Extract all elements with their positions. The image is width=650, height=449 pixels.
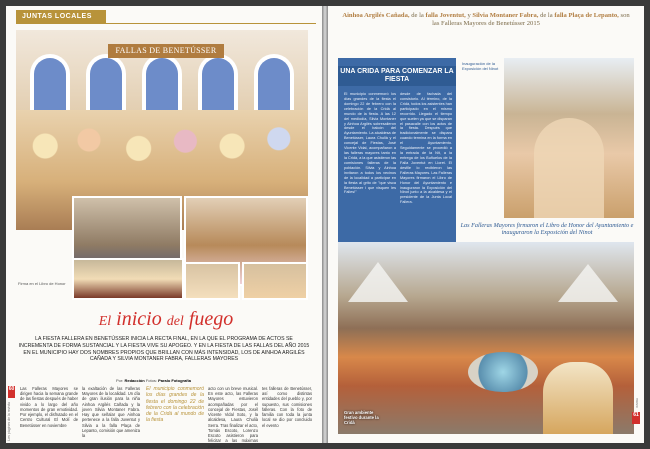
- headline-y: y: [467, 12, 471, 19]
- body-column-4: acto con un breve musical. En este acto, las Falleras Mayores estuvieron acompañadas por el concejal de Fiestas, Josél Vicente Vidal Soto, y la alcaldesa, Laura Chulià Serra. Tras finalizar el acto, Tomás Escoto, Lorenzo Escoto asistieron para felicitar a las máximas representan-: [208, 386, 258, 449]
- body-column-1: Las Falleras Mayores se dirigen hacia la semana grande de las fiestas después de haber vivido a lo largo del año momentos de gran emotividad. Por ejemplo, el disfrutado en el Centro Cultural El Molí de Benetússer en noviembre: [20, 386, 78, 428]
- headline-mid1: de la: [411, 12, 424, 19]
- headline-silvia: Silvia Montaner Fabra,: [472, 12, 539, 19]
- section-tab: JUNTAS LOCALES: [16, 10, 106, 24]
- headline-inicio: inicio: [116, 308, 162, 330]
- article-intro: LA FIESTA FALLERA EN BENETÚSSER INICIA LA RECTA FINAL, EN LA QUE EL PROGRAMA DE ACTOS SE INCREMENTA DE FORMA SUSTANCIAL Y LA FIESTA VIVE SU APOGEO. Y EN LA FIESTA DE LAS FALLAS DEL AÑO 2015 EN EL MUNICIPIO HAY DOS NOMBRES PROPIOS QUE BRILLAN CON MÁS INTENSIDAD, LOS DE AINHOA ARGILÉS CAÑADA Y SILVIA MONTANER FABRA, FALLERAS MAYORES: [18, 336, 310, 363]
- headline-mid2: de la: [540, 12, 553, 19]
- photo-caption: Firma en el Libro de Honor: [18, 281, 66, 286]
- headline-juventut: falla Joventut,: [425, 12, 466, 19]
- left-page: [6, 6, 322, 449]
- fountain: [468, 352, 538, 392]
- section-rule: [106, 23, 316, 24]
- headline-end: son las Falleras Mayores de Benetússer 2015: [432, 12, 630, 28]
- tent-roof: [558, 264, 618, 302]
- folio-label: Les pàgines de la revista: [7, 402, 11, 441]
- tent-roof: [348, 262, 408, 302]
- headline-fuego: fuego: [188, 308, 234, 330]
- falleras-photo: [504, 58, 634, 218]
- page-number: 61: [632, 412, 640, 424]
- pull-quote: El municipio conmemoró los días grandes de la fiesta el domingo 22 de febrero con la celebración de la Cridà al mundo de la fiesta: [146, 386, 204, 424]
- inset-photo-fallera-2: [242, 262, 308, 300]
- headline-del: del: [166, 314, 184, 329]
- byline-label: Por:: [116, 378, 124, 383]
- right-page: [328, 6, 644, 443]
- inset-photo-book: [72, 258, 184, 300]
- plaza-photo: [338, 242, 634, 434]
- article-headline: [46, 308, 286, 331]
- photo-caption: Las Falleras Mayores firmaron el Libro de Honor del Ayuntamiento e inauguraron la Exposición del Ninot: [460, 222, 634, 237]
- right-headline: [338, 12, 634, 28]
- byline-photo-label: Fotos:: [145, 378, 157, 383]
- page-number: 60: [8, 386, 15, 398]
- headline-ainhoa: Ainhoa Argilés Cañada,: [342, 12, 410, 19]
- folio-label: marzo: [635, 398, 639, 408]
- hero-title: FALLAS DE BENETÚSSER: [108, 44, 224, 58]
- sidebar-column-1: El municipio conmemoró los días grandes de la fiesta el domingo 22 de febrero con la celebración de la Cridà al mundo de la fiesta. A las 12 del mediodía, Silvia Montaner y Ainhoa Argilés sobresalieron desde el balcón del Ayuntamiento. La alcaldesa de Benetússer, Laura Chulià y el concejal de Fiestas, José Vicente Vidal, acompañaron a las falleras mayores tanto en la Cridà, a la que asistieron las comisiones falleras de la población. Silvia y Ainhoa invitaron a todos los vecinos de la localidad a participar en la fiesta al grito de "que visca Benetússer i que visquen les Falles!": [344, 92, 396, 195]
- sidebar-title: UNA CRIDA PARA COMENZAR LA FIESTA: [338, 66, 456, 86]
- inset-photo-fallera-1: [184, 262, 240, 300]
- sidebar-box: [338, 58, 456, 244]
- body-column-5: tes falleras de Benetússer, así como distintas entidades del pueblo y, por supuesto, sus comisiones falleras. Con la foto de familia con toda la junta local se dio por concluido el evento: [262, 386, 312, 428]
- byline-value: Redacción: [124, 378, 145, 383]
- byline: [116, 378, 191, 383]
- byline-photo-value: Paralo Fotografía: [158, 378, 191, 383]
- photo-caption-small: Inauguración de la Exposición del Ninot: [462, 61, 499, 71]
- headline-placa: falla Plaça de Lepanto,: [554, 12, 619, 19]
- plaza-caption: Gran ambiente festivo durante la Cridà: [344, 410, 379, 426]
- headline-el: El: [98, 314, 112, 329]
- body-column-2: la exaltación de las Falleras Mayores de la localidad. Un día de gran ilusión para la niña Ainhoa Argilés Cañada y la joven Silvia Montaner Fabra. Hay que señalar que Ainhoa pertenece a la falla Juventut y Silvia a la falla Plaça de Lepanto, comisión que ameniza la: [82, 386, 140, 439]
- sidebar-column-2: desde de fachada del consistorio. Al término, de la Cridà, todos los asistentes han participado en el mismo recorrido. Llegado el tiempo que suelen ya que se disparan el pasacalle con los actos de la fiesta. Después que tradicionalmente se dispara cuando termina en la forma en el Ayuntamiento. Seguidamente se procedió a la entrada de la Nit, a la entrega de los Buñuelos de la Falla Joventut en Lloret. El desfile lo recibieron las Falleras Mayores. Las Falleras Mayores firmaron el Libro de Honor del Ayuntamiento e inauguraron la Exposición del Ninot junto a la alcaldesa y el presidente de la Junta Local Fallera.: [400, 92, 452, 205]
- fallera-foreground: [543, 362, 613, 434]
